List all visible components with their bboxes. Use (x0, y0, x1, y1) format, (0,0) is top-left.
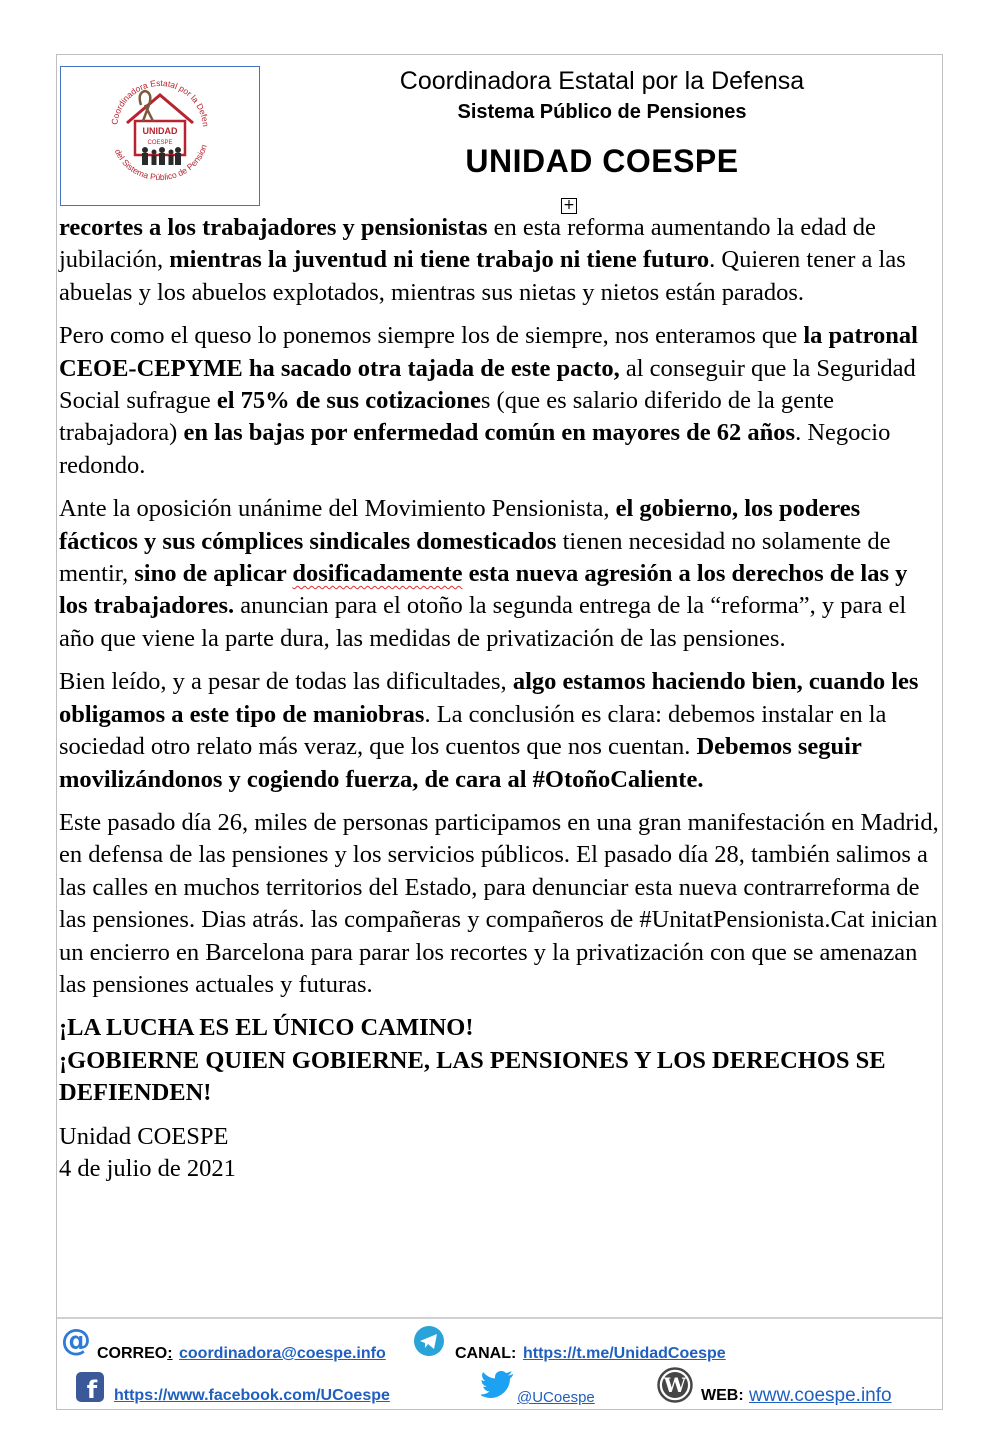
document-body (59, 212, 941, 1196)
org-line-2: Sistema Público de Pensiones (457, 101, 747, 123)
paragraph (59, 320, 941, 482)
spellcheck-word: dosificadamente (292, 560, 463, 588)
signature-date: 4 de julio de 2021 (59, 1154, 236, 1182)
text-run: mientras la juventud ni tiene trabajo ni tiene futuro (169, 246, 710, 274)
text-run: sino de aplicar (134, 560, 293, 588)
logo-name: UNIDAD (142, 126, 178, 136)
text-run: esta nueva agresión a los derechos de las y los trabajadores. (59, 560, 908, 620)
text-run: . Negocio redondo. (59, 419, 891, 479)
text-run: . La conclusión es clara: debemos instalar en la sociedad otro relato más veraz, que los cuentos que nos cuentan. (59, 700, 887, 761)
text-run: Este pasado día 26, miles de personas participamos en una gran manifestación en Madrid, en defensa de las pensiones y los servicios públicos. El pasado día 28, también salimos a las calles en muchos territorios del Estado, para denunciar esta nueva contrarreforma de las pensiones. Dias atrás. las compañeras y compañeros de #UnitatPensionista.Cat inician un encierro en Barcelona para parar los recortes y la privatización con que se amenazan las pensiones actuales y futuras. (59, 808, 939, 998)
twitter-bird-icon (481, 1369, 515, 1399)
logo-ring-text: Coordinadora Estatal por la Defen (109, 77, 211, 128)
text-run: tienen necesidad no solamente de mentir, (59, 527, 891, 588)
text-run: al conseguir que la Seguridad Social sufrague (59, 354, 916, 415)
text-run: el gobierno, los poderes fácticos y sus cómplices sindicales domesticados (59, 495, 861, 555)
svg-text:@: @ (61, 1323, 91, 1357)
telegram-icon (413, 1325, 445, 1357)
text-run: Debemos seguir movilizándonos y cogiendo fuerza, de cara al #OtoñoCaliente. (59, 733, 862, 793)
text-run: anuncian para el otoño la segunda entrega de la “reforma”, y para el año que viene la parte dura, las medidas de privatización de las pensiones. (59, 592, 907, 652)
text-run: Bien leído, y a pesar de todas las dificultades, (59, 668, 513, 696)
svg-text:f: f (86, 1376, 98, 1403)
paragraph (59, 212, 941, 309)
facebook-icon (75, 1371, 105, 1403)
text-run: en las bajas por enfermedad común en mayores de 62 años (183, 419, 796, 447)
email-label: CORREO: (97, 1345, 173, 1362)
web-label: WEB: (701, 1387, 744, 1404)
canal-label: CANAL: (455, 1345, 517, 1362)
table-move-handle-icon[interactable]: + (561, 198, 577, 214)
text-run: s (que es salario diferido de la gente trabajadora) (59, 387, 834, 447)
text-run: Pero como el queso lo ponemos siempre los de siempre, nos enteramos que (59, 322, 804, 350)
svg-text:W: W (663, 1373, 687, 1397)
email-at-icon (59, 1323, 93, 1357)
logo (60, 66, 260, 206)
paragraphs (59, 212, 941, 1001)
coespe-logo-icon (61, 67, 258, 204)
slogan-2: ¡GOBIERNE QUIEN GOBIERNE, LAS PENSIONES Y LOS DERECHOS SE DEFIENDEN! (59, 1046, 886, 1107)
text-run: el 75% de sus cotizacione (216, 387, 481, 415)
text-run: Ante la oposición unánime del Movimiento Pensionista, (59, 495, 616, 523)
org-title: UNIDAD COESPE (465, 143, 739, 179)
document-page (56, 54, 943, 1410)
footer-contacts (57, 1317, 942, 1411)
text-run: la patronal CEOE-CEPYME ha sacado otra tajada de este pacto, (59, 322, 918, 382)
facebook-link[interactable]: https://www.facebook.com/UCoespe (114, 1387, 390, 1404)
logo-sub: COESPE (147, 140, 173, 146)
logo-bottom-text: del Sistema Público de Pension (112, 143, 209, 183)
letterhead (57, 55, 942, 210)
text-run: . Quieren tener a las abuelas y los abuelos explotados, mientras sus nietas y nietos están parados. (59, 246, 906, 306)
text-run: algo estamos haciendo bien, cuando les obligamos a este tipo de maniobras (59, 668, 919, 728)
paragraph (59, 807, 941, 1001)
paragraph (59, 666, 941, 796)
paragraph (59, 493, 941, 655)
org-line-1: Coordinadora Estatal por la Defensa (399, 67, 805, 95)
wordpress-icon (657, 1367, 693, 1403)
signature-org: Unidad COESPE (59, 1122, 229, 1150)
web-link[interactable]: www.coespe.info (749, 1385, 892, 1406)
text-run: recortes a los trabajadores y pensionistas (59, 214, 488, 241)
signature (59, 1121, 941, 1186)
slogan-1: ¡LA LUCHA ES EL ÚNICO CAMINO! (59, 1014, 474, 1042)
twitter-link[interactable]: @UCoespe (517, 1389, 595, 1406)
slogans (59, 1012, 941, 1109)
email-link[interactable]: coordinadora@coespe.info (179, 1345, 386, 1362)
telegram-link[interactable]: https://t.me/UnidadCoespe (523, 1345, 726, 1362)
text-run: en esta reforma aumentando la edad de jubilación, (59, 214, 876, 274)
